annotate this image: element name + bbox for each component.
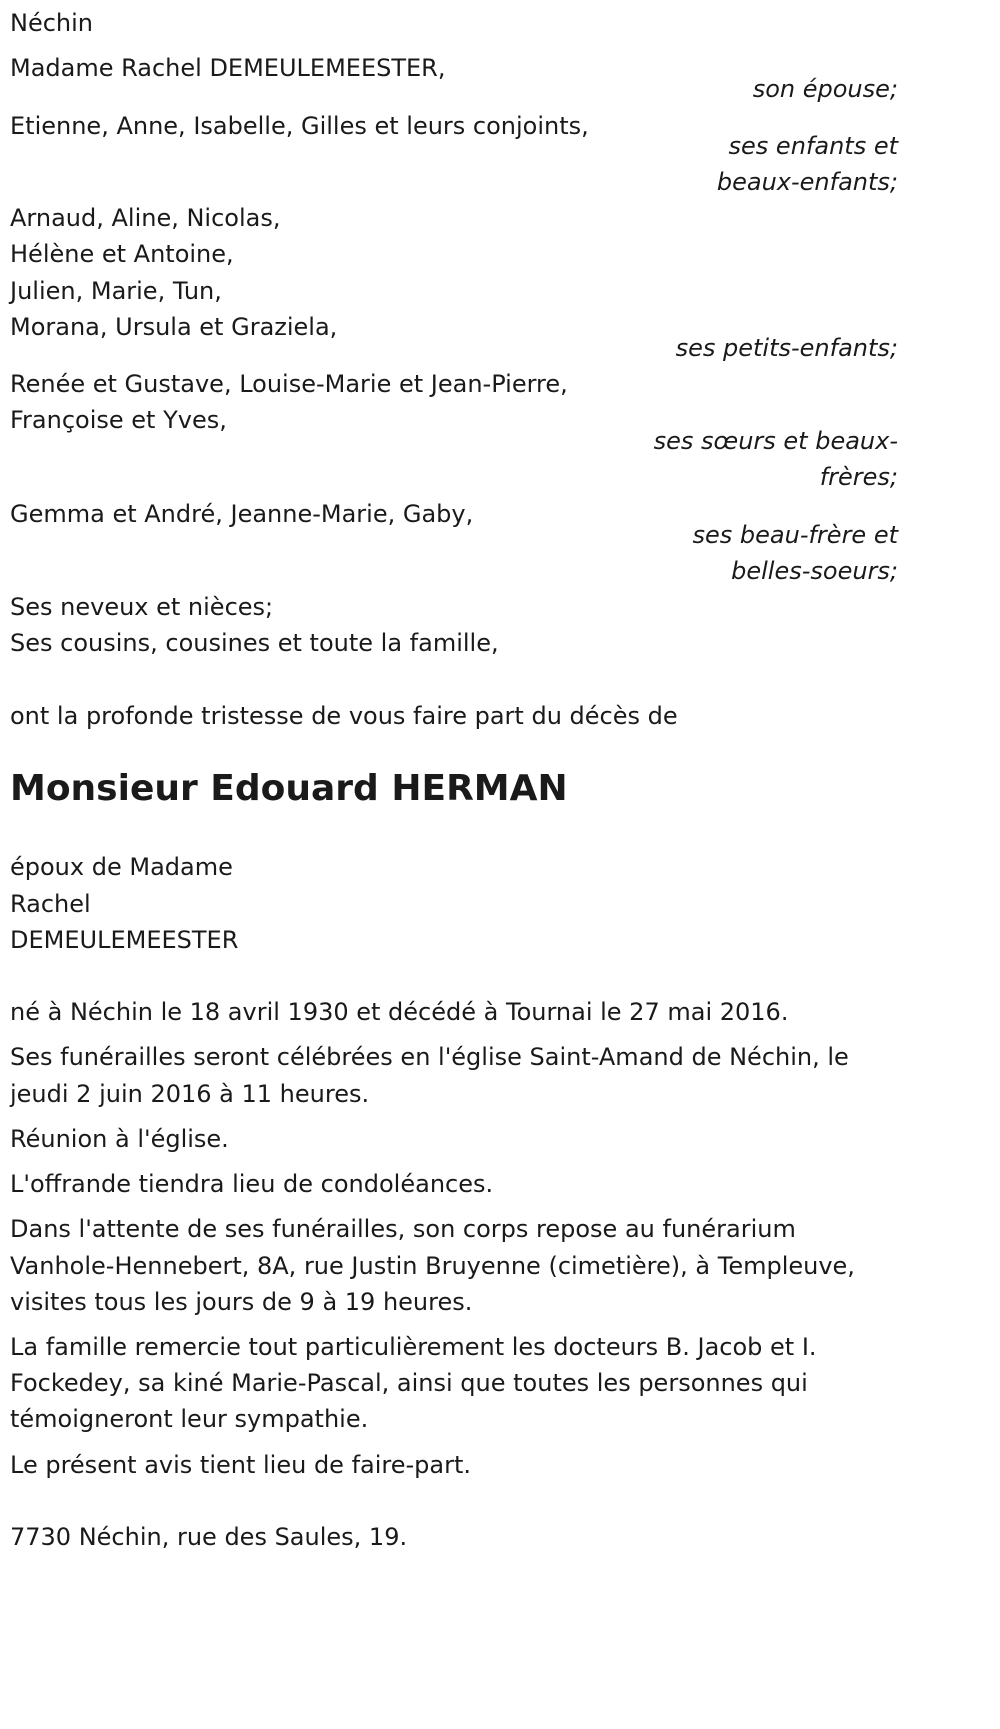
meeting-text: Réunion à l'église. <box>10 1125 229 1153</box>
relation-grandchildren: ses petits-enfants; <box>675 334 898 362</box>
funeral-text: jeudi 2 juin 2016 à 11 heures. <box>10 1080 370 1108</box>
announcement-text: ont la profonde tristesse de vous faire part du décès de <box>10 702 678 730</box>
offering-text: L'offrande tiendra lieu de condoléances. <box>10 1170 494 1198</box>
spouse-of-line: époux de Madame <box>10 853 233 881</box>
children-names: Etienne, Anne, Isabelle, Gilles et leurs conjoints, <box>10 112 589 140</box>
relation-siblings-line2: frères; <box>819 463 898 491</box>
funerarium-text: Vanhole-Hennebert, 8A, rue Justin Bruyenne (cimetière), à Templeuve, <box>10 1252 855 1280</box>
thanks-text: La famille remercie tout particulièrement les docteurs B. Jacob et I. <box>10 1333 817 1361</box>
funeral-text: Ses funérailles seront célébrées en l'église Saint-Amand de Néchin, le <box>10 1043 849 1071</box>
relation-children-line2: beaux-enfants; <box>716 168 898 196</box>
thanks-text: Fockedey, sa kiné Marie-Pascal, ainsi que toutes les personnes qui <box>10 1369 808 1397</box>
thanks-text: témoigneront leur sympathie. <box>10 1405 369 1433</box>
notice-text: Le présent avis tient lieu de faire-part. <box>10 1451 472 1479</box>
relation-in-laws-line2: belles-soeurs; <box>731 557 898 585</box>
place-heading: Néchin <box>10 9 94 37</box>
address-text: 7730 Néchin, rue des Saules, 19. <box>10 1523 408 1551</box>
spouse-name: Madame Rachel DEMEULEMEESTER, <box>10 54 446 82</box>
extended-family-line: Ses neveux et nièces; <box>10 593 274 621</box>
spouse-of-line: DEMEULEMEESTER <box>10 926 239 954</box>
relation-children-line1: ses enfants et <box>728 132 898 160</box>
deceased-name: Monsieur Edouard HERMAN <box>10 768 568 809</box>
relation-in-laws-line1: ses beau-frère et <box>692 521 898 549</box>
grandchildren-line: Julien, Marie, Tun, <box>10 277 222 305</box>
birth-death-text: né à Néchin le 18 avril 1930 et décédé à Tournai le 27 mai 2016. <box>10 998 789 1026</box>
in-laws-line: Gemma et André, Jeanne-Marie, Gaby, <box>10 500 474 528</box>
spouse-of-line: Rachel <box>10 890 91 918</box>
grandchildren-line: Arnaud, Aline, Nicolas, <box>10 204 281 232</box>
siblings-line: Renée et Gustave, Louise-Marie et Jean-Pierre, <box>10 370 568 398</box>
funerarium-text: Dans l'attente de ses funérailles, son corps repose au funérarium <box>10 1215 796 1243</box>
extended-family-line: Ses cousins, cousines et toute la famille, <box>10 629 499 657</box>
siblings-line: Françoise et Yves, <box>10 406 227 434</box>
relation-spouse: son épouse; <box>752 75 898 103</box>
grandchildren-line: Morana, Ursula et Graziela, <box>10 313 338 341</box>
funerarium-text: visites tous les jours de 9 à 19 heures. <box>10 1288 473 1316</box>
grandchildren-line: Hélène et Antoine, <box>10 240 234 268</box>
relation-siblings-line1: ses sœurs et beaux- <box>653 427 898 455</box>
